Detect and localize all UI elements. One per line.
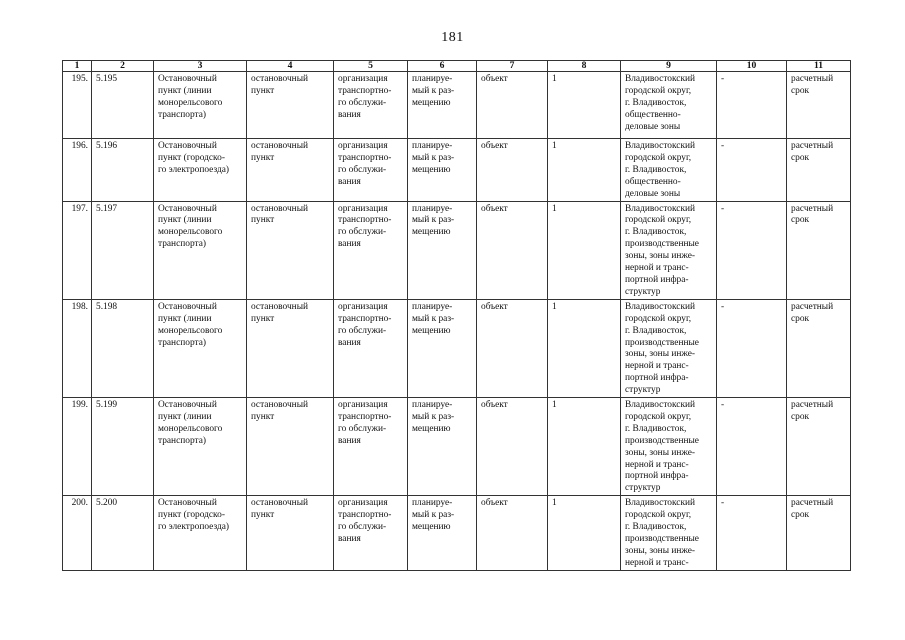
- object-type-cell: остановочный пункт: [247, 398, 334, 496]
- zone-cell: -: [717, 201, 787, 299]
- object-name-cell: Остановочный пункт (линии монорельсового транспорта): [154, 299, 247, 397]
- planning-table: [62, 60, 851, 571]
- unit-cell: объект: [477, 201, 548, 299]
- object-type-cell: остановочный пункт: [247, 496, 334, 570]
- object-type-cell: остановочный пункт: [247, 299, 334, 397]
- header-cell: 5: [334, 61, 408, 72]
- header-cell: 6: [408, 61, 477, 72]
- table-row: [63, 496, 851, 570]
- location-cell: Владивостокский городской округ, г. Владивосток, производственные зоны, зоны инже- нерной и транс-: [621, 496, 717, 570]
- term-cell: расчетный срок: [787, 299, 851, 397]
- code-cell: 5.198: [92, 299, 154, 397]
- location-cell: Владивостокский городской округ, г. Владивосток, общественно- деловые зоны: [621, 72, 717, 139]
- purpose-cell: организация транспортно- го обслужи- вания: [334, 139, 408, 202]
- object-name-cell: Остановочный пункт (городско- го электропоезда): [154, 496, 247, 570]
- purpose-cell: организация транспортно- го обслужи- вания: [334, 299, 408, 397]
- quantity-cell: 1: [548, 496, 621, 570]
- table-row: [63, 139, 851, 202]
- object-name-cell: Остановочный пункт (линии монорельсового транспорта): [154, 398, 247, 496]
- unit-cell: объект: [477, 398, 548, 496]
- term-cell: расчетный срок: [787, 201, 851, 299]
- header-cell: 7: [477, 61, 548, 72]
- term-cell: расчетный срок: [787, 496, 851, 570]
- header-cell: 8: [548, 61, 621, 72]
- row-number-cell: 197.: [63, 201, 92, 299]
- object-name-cell: Остановочный пункт (линии монорельсового транспорта): [154, 201, 247, 299]
- status-cell: планируе- мый к раз- мещению: [408, 496, 477, 570]
- header-row: [63, 61, 851, 72]
- quantity-cell: 1: [548, 72, 621, 139]
- term-cell: расчетный срок: [787, 139, 851, 202]
- purpose-cell: организация транспортно- го обслужи- вания: [334, 496, 408, 570]
- status-cell: планируе- мый к раз- мещению: [408, 201, 477, 299]
- row-number-cell: 195.: [63, 72, 92, 139]
- zone-cell: -: [717, 496, 787, 570]
- header-cell: 4: [247, 61, 334, 72]
- zone-cell: -: [717, 299, 787, 397]
- status-cell: планируе- мый к раз- мещению: [408, 139, 477, 202]
- purpose-cell: организация транспортно- го обслужи- вания: [334, 72, 408, 139]
- quantity-cell: 1: [548, 201, 621, 299]
- object-name-cell: Остановочный пункт (городско- го электропоезда): [154, 139, 247, 202]
- unit-cell: объект: [477, 299, 548, 397]
- header-cell: 1: [63, 61, 92, 72]
- row-number-cell: 196.: [63, 139, 92, 202]
- page-number: 181: [441, 30, 464, 45]
- table-row: [63, 72, 851, 139]
- row-number-cell: 198.: [63, 299, 92, 397]
- header-cell: 10: [717, 61, 787, 72]
- term-cell: расчетный срок: [787, 398, 851, 496]
- object-type-cell: остановочный пункт: [247, 72, 334, 139]
- row-number-cell: 199.: [63, 398, 92, 496]
- purpose-cell: организация транспортно- го обслужи- вания: [334, 398, 408, 496]
- object-type-cell: остановочный пункт: [247, 139, 334, 202]
- code-cell: 5.197: [92, 201, 154, 299]
- location-cell: Владивостокский городской округ, г. Владивосток, производственные зоны, зоны инже- нерной и транс- портной инфра- структур: [621, 299, 717, 397]
- term-cell: расчетный срок: [787, 72, 851, 139]
- table-row: [63, 299, 851, 397]
- zone-cell: -: [717, 139, 787, 202]
- unit-cell: объект: [477, 139, 548, 202]
- location-cell: Владивостокский городской округ, г. Владивосток, общественно- деловые зоны: [621, 139, 717, 202]
- quantity-cell: 1: [548, 139, 621, 202]
- unit-cell: объект: [477, 72, 548, 139]
- table-row: [63, 201, 851, 299]
- header-cell: 11: [787, 61, 851, 72]
- header-cell: 9: [621, 61, 717, 72]
- code-cell: 5.199: [92, 398, 154, 496]
- zone-cell: -: [717, 72, 787, 139]
- zone-cell: -: [717, 398, 787, 496]
- status-cell: планируе- мый к раз- мещению: [408, 72, 477, 139]
- quantity-cell: 1: [548, 299, 621, 397]
- row-number-cell: 200.: [63, 496, 92, 570]
- status-cell: планируе- мый к раз- мещению: [408, 398, 477, 496]
- header-cell: 2: [92, 61, 154, 72]
- code-cell: 5.195: [92, 72, 154, 139]
- header-cell: 3: [154, 61, 247, 72]
- code-cell: 5.200: [92, 496, 154, 570]
- unit-cell: объект: [477, 496, 548, 570]
- quantity-cell: 1: [548, 398, 621, 496]
- code-cell: 5.196: [92, 139, 154, 202]
- purpose-cell: организация транспортно- го обслужи- вания: [334, 201, 408, 299]
- object-type-cell: остановочный пункт: [247, 201, 334, 299]
- location-cell: Владивостокский городской округ, г. Владивосток, производственные зоны, зоны инже- нерной и транс- портной инфра- структур: [621, 398, 717, 496]
- table-row: [63, 398, 851, 496]
- location-cell: Владивостокский городской округ, г. Владивосток, производственные зоны, зоны инже- нерной и транс- портной инфра- структур: [621, 201, 717, 299]
- object-name-cell: Остановочный пункт (линии монорельсового транспорта): [154, 72, 247, 139]
- status-cell: планируе- мый к раз- мещению: [408, 299, 477, 397]
